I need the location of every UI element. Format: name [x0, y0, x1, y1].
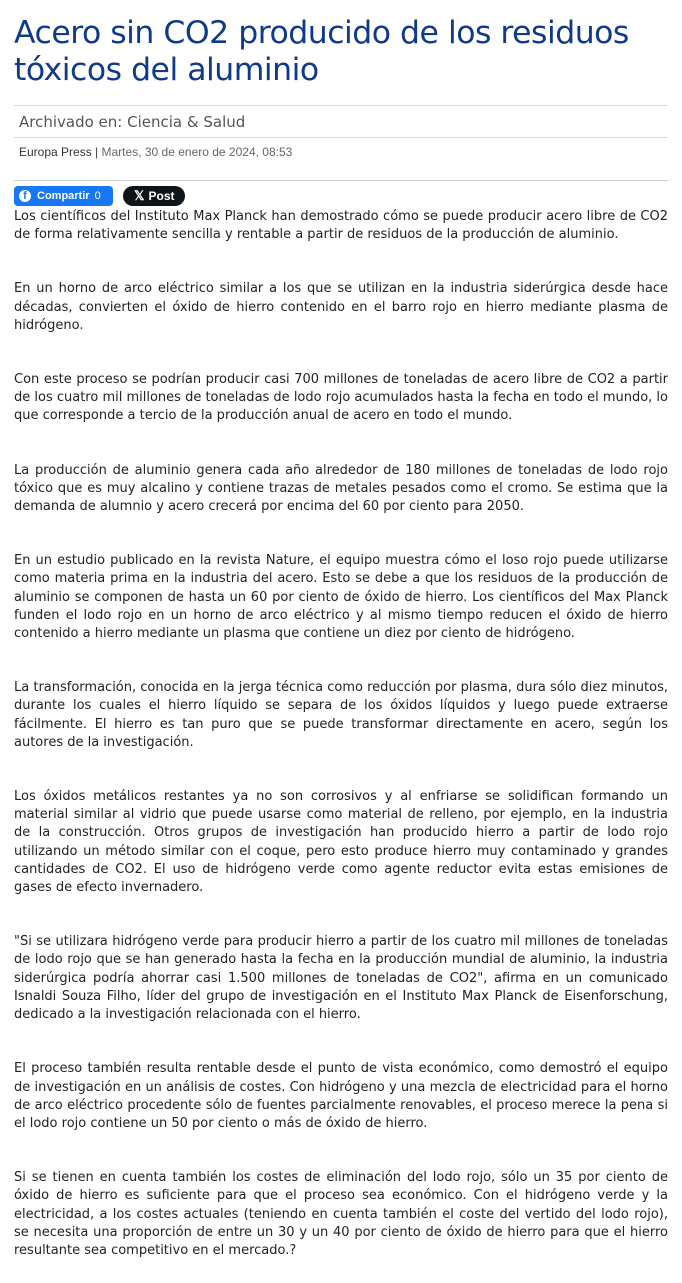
article-paragraph: Los óxidos metálicos restantes ya no son corrosivos y al enfriarse se solidifican formando un material similar al vidrio que puede usarse como material de relleno, por ejemplo, en la industria de la construcción. Otros grupos de investigación han producido hierro a partir de lodo rojo utilizando un método similar con el coque, pero esto produce hierro muy contaminado y grandes cantidades de CO2. El uso de hidrógeno verde como agente reductor evita estas emisiones de gases de efecto invernadero. [14, 789, 668, 896]
article-date: Martes, 30 de enero de 2024, 08:53 [101, 145, 293, 159]
archive-bar [14, 105, 668, 138]
article-paragraph: La transformación, conocida en la jerga técnica como reducción por plasma, dura sólo diez minutos, durante los cuales el hierro líquido se separa de los óxidos líquidos y luego puede extraerse fácilmente. El hierro es tan puro que se puede transformar directamente en acero, según los autores de la investigación. [14, 680, 668, 750]
article-paragraph: En un estudio publicado en la revista Nature, el equipo muestra cómo el loso rojo puede utilizarse como materia prima en la industria del acero. Esto se debe a que los residuos de la producción de aluminio se componen de hasta un 60 por ciento de óxido de hierro. Los científicos del Max Planck funden el lodo rojo en un horno de arco eléctrico y al mismo tiempo reducen el óxido de hierro contenido a hierro mediante un plasma que contiene un diez por ciento de hidrógeno. [14, 553, 668, 642]
facebook-share-label: Compartir [37, 190, 90, 202]
x-post-label: Post [148, 189, 175, 203]
article-paragraph: Los científicos del Instituto Max Planck han demostrado cómo se puede producir acero libre de CO2 de forma relativamente sencilla y rentable a partir de residuos de la producción de aluminio. [14, 209, 668, 243]
article-source: Europa Press [19, 145, 92, 159]
x-logo-icon: 𝕏 [134, 188, 145, 203]
article-paragraph: El proceso también resulta rentable desde el punto de vista económico, como demostró el equipo de investigación en un análisis de costes. Con hidrógeno y una mezcla de electricidad para el horno de arco eléctrico procedente sólo de fuentes parcialmente renovables, el proceso merece la pena si el lodo rojo contiene un 50 por ciento o más de óxido de hierro. [14, 1061, 668, 1131]
article-paragraph: En un horno de arco eléctrico similar a los que se utilizan en la industria siderúrgica desde hace décadas, convierten el óxido de hierro contenido en el barro rojo en hierro mediante plasma de hidrógeno. [14, 281, 668, 333]
facebook-share-button[interactable] [14, 186, 113, 206]
meta-divider [14, 180, 668, 181]
article-paragraph: "Si se utilizara hidrógeno verde para producir hierro a partir de los cuatro mil millones de toneladas de lodo rojo que se han generado hasta la fecha en la producción mundial de aluminio, la industria siderúrgica podría ahorrar casi 1.500 millones de toneladas de CO2", afirma en un comunicado Isnaldi Souza Filho, líder del grupo de investigación en el Instituto Max Planck de Eisenforschung, dedicado a la investigación relacionada con el hierro. [14, 934, 668, 1023]
archive-category-link[interactable]: Ciencia & Salud [127, 113, 246, 131]
facebook-share-count: 0 [94, 190, 101, 202]
archive-label: Archivado en: [19, 113, 123, 131]
facebook-icon: f [19, 190, 31, 202]
share-bar [14, 186, 668, 206]
article-body [14, 208, 668, 1260]
article-paragraph: La producción de aluminio genera cada año alrededor de 180 millones de toneladas de lodo rojo tóxico que es muy alcalino y contiene trazas de metales pesados como el cromo. Se estima que la demanda de alumnio y acero crecerá por encima del 60 por ciento para 2050. [14, 462, 668, 515]
meta-separator: | [95, 145, 99, 159]
article-paragraph: Si se tienen en cuenta también los costes de eliminación del lodo rojo, sólo un 35 por ciento de óxido de hierro es suficiente para que el proceso sea económico. Con el hidrógeno verde y la electricidad, a los costes actuales (teniendo en cuenta también el coste del vertido del lodo rojo), se necesita una proporción de entre un 30 y un 40 por ciento de óxido de hierro para que el hierro resultante sea competitivo en el mercado.? [14, 1170, 668, 1258]
article-title: Acero sin CO2 producido de los residuos tóxicos del aluminio [14, 15, 629, 88]
article-paragraph: Con este proceso se podrían producir casi 700 millones de toneladas de acero libre de CO2 a partir de los cuatro mil millones de toneladas de lodo rojo acumulados hasta la fecha en todo el mundo, lo que corresponde a tercio de la producción anual de acero en todo el mundo. [14, 372, 668, 424]
x-post-button[interactable] [123, 186, 185, 206]
article-meta [14, 138, 668, 166]
